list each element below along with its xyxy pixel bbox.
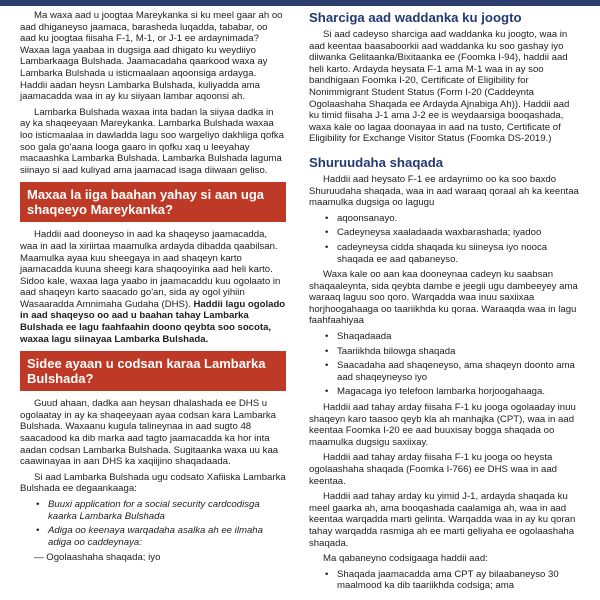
section1-paragraph <box>20 229 286 345</box>
list-item: • cadeyneysa cidda shaqada ku siineysa iyo nooca shaqada ee aad qabaneyso. <box>337 242 581 265</box>
work-list-1 <box>309 213 581 265</box>
list-item: • Buuxi application for a social security cardcodisga kaarka Lambarka Bulshada <box>48 499 286 522</box>
list-item: • Adiga oo keenaya warqadaha asalka ah ee ilmaha adiga oo caddeynaya: <box>48 525 286 548</box>
work-list-3 <box>309 569 581 592</box>
intro-paragraph-2: Lambarka Bulshada waxaa inta badan la siiyaa dadka in ay ka shaqeeyaan Mareykanka. Lambarka Bulshada waxaa loo isticmaalaa in dawladda lagu soo wargeliyo dakhliga qofka soo gala go'aana looga gaaro in qofku xaq u leeyahay macaashka Lambarka Bulshada. Lambarka Bulshada laguma siinayo si aad kuliyad ama jaamacad isaga diiwaan geliso. <box>20 106 284 176</box>
left-column <box>20 10 286 564</box>
work-paragraph-2: Waxa kale oo aan kaa dooneynaa cadeyn ku saabsan shaqaaleynta, sida qeybta dambe e jeegii ugu dambeeyey ama waraaq laguu soo qoro. Warqadda waa inuu saxiixaa horjhoogahaaga oo taariikhda ku qoraa. Waraaqda waa in lagu faahfaahiyaa <box>309 269 578 327</box>
intro-paragraph-1: Ma waxa aad u joogtaa Mareykanka si ku meel gaar ah oo aad dhiganeyso jaamaca, barasheda luqadda, tababar, oo aad ku joogtaa fiisaha F-1, M-1, or J-1 ee ardaynimada? Waxaa laga yaabaa in dugsiga aad dhigato ku weydiiyo Lambarkaaga Bulshada. Jaamacadaha qaarkood waxa ay Lambarka Bulshada u isticmaalaan aqoonsiga ardayga. Haddii aadan heysn Lambarka Bulshada, kuliyadda ama jaamacadda waa in ay ku siiyaan lambar aqoonsi ah. <box>20 10 283 103</box>
list-item: • Shaqadaada <box>337 331 581 343</box>
work-paragraph-6: Ma qabaneyno codsigaaga haddii aad: <box>323 553 488 565</box>
section2-paragraph-1: Guud ahaan, dadka aan heysan dhalashada ee DHS u ogolaatay in ay ka shaqeeyaan ayaa codsan kara Lambarka Bulshada. Waxaanu kugula talineynaa in aad sugto 48 saacadood ka dib marka aad tagto jaamacadda ka hor inta aadan codsan Lambarka Bulshada. Sugitaanka waxa uu kaa caawinayaa in aan DHS ka xaqiijino shaqadaada. <box>20 398 279 468</box>
section-heading-how-to-apply: Sidee ayaan u codsan karaa Lambarka Bulshada? <box>20 351 286 391</box>
dash-item: — Ogolaashaha shaqada; iyo <box>34 552 161 564</box>
right-column <box>309 10 581 596</box>
immigration-paragraph: Si aad cadeyso sharciga aad waddanka ku joogto, waa in aad keentaa baasaboorkii aad waddanka ku soo gashay iyo diiwanka Gelitaanka/Bixitaanka ee (Foomka I-94), haddii aad heli karto. Ardayda heysata F-1 ama M-1 waa in ay soo bandhigaan Foomka I-20, Certificate of Eligibility for Nonimmigrant Student Status (Form I-20 (Caddeynta Ogolaashaha Shaqada ee Ardayda Ajnabiga Ah)). Haddii aad ku timid fiisaha J-1 ama J-2 ee is weydaarsiga booqashada, waxa kale oo lagaa doonayaa in aad na tusto, Certificate of Eligibility for Exchange Visitor Status (Foomka DS-2019.) <box>309 29 570 145</box>
section1-bold-text: Haddii lagu ogolado in aad shaqeyso oo aad u baahan tahay Lambarka Bulshada ee lagu faahfaahin doono qeybta soo socota, waxaa lagu siinayaa Lambarka Bulshada. <box>20 298 286 345</box>
section2-paragraph-2: Si aad Lambarka Bulshada ugu codsato Xafiiska Lambarka Bulshada ee degaankaaga: <box>20 471 286 495</box>
apply-steps-list <box>20 499 286 548</box>
work-paragraph-4: Haddii aad tahay arday fiisaha F-1 ku jooga oo heysta ogolaashaha shaqada (Foomka I-766) ee DHS waa in aad keentaa. <box>309 452 557 487</box>
section1-text: Haddii aad dooneyso in aad ka shaqeyso jaamacadda, waa in aad la xiriirtaa maamulka ardayda dibadda qaabilsan. Maamulka ayaa kuu sheegaya in aad shaqeyn karto jaamacadda kuuna sheegi kara shaqooyinka aad heli karto. Sidoo kale, waxaa laga yaabo in jaamacaddu kuu ogolaato in aad shaqeyn karto saacado go'an, sida ay ogol yihiin Wasaaradda Amnimaha Gudaha (DHS). <box>20 229 281 310</box>
list-item: • Magacaga iyo telefoon lambarka horjoogahaaga. <box>337 386 581 398</box>
top-bar <box>0 0 600 6</box>
section-heading-work-requirements: Maxaa la iiga baahan yahay si aan uga shaqeeyo Mareykanka? <box>20 182 286 222</box>
work-paragraph-5: Haddii aad tahay arday ku yimid J-1, ardayda shaqada ku meel gaarka ah, ama booqashada caalamiga ah, waa in aad keentaa warqadda marti gelinta. Warqadda waa in ay ku qoran tahay warqadda rasmiga ah ee marti geliyaha ee ogolaashaha shaqada. <box>309 491 576 549</box>
work-paragraph-3: Haddii aad tahay arday fiisaha F-1 ku jooga ogolaaday inuu shaqeyn karo taasoo qeyb kla ah manhajka (CPT), waa in aad keentaa Foomka I-20 ee aad buuxisay bogga shaqada oo maamulka dugsigu saxiixay. <box>309 402 576 448</box>
list-item: • Saacadaha aad shaqeneyso, ama shaqeyn doonto ama aad shaqeyneyso iyo <box>337 360 581 383</box>
list-item: • aqoonsanayo. <box>337 213 581 225</box>
heading-immigration-status: Sharciga aad waddanka ku joogto <box>309 10 522 25</box>
work-list-2 <box>309 331 581 398</box>
list-item: • Shaqada jaamacadda ama CPT ay bilaabaneyso 30 maalmood ka dib taariikhda codsiga; ama <box>337 569 581 592</box>
heading-work-eligibility: Shuruudaha shaqada <box>309 154 444 170</box>
list-item: • Taariikhda bilowga shaqada <box>337 346 581 358</box>
work-paragraph-1: Haddii aad heysato F-1 ee ardaynimo oo ka soo baxdo Shuruudaha shaqada, waa in aad waraaq qoraal ah ka keentaa maamulka dugsiga oo lagugu <box>309 173 579 209</box>
list-item: • Cadeyneysa xaaladaada waxbarashada; iyadoo <box>337 227 581 239</box>
